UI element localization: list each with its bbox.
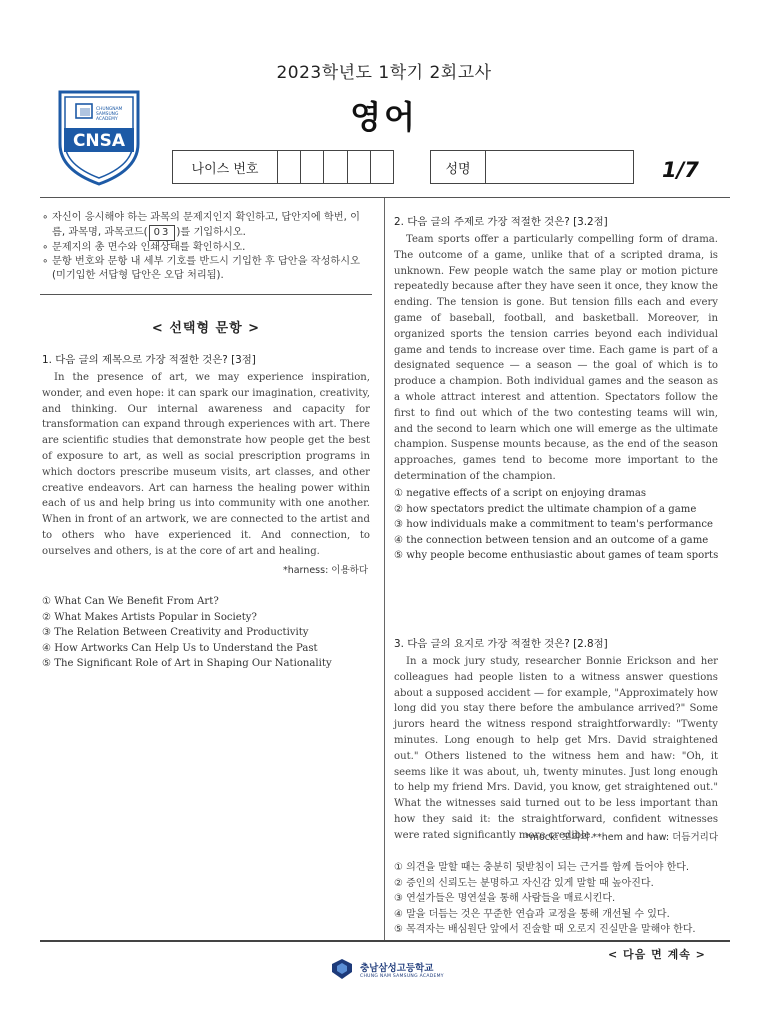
option-2[interactable]: ② What Makes Artists Popular in Society? xyxy=(42,611,257,623)
section-header: < 선택형 문항 > xyxy=(151,321,261,336)
logo-text: CNSA xyxy=(72,131,126,151)
instructions xyxy=(42,211,372,283)
question-3-title: 3. 다음 글의 요지로 가장 적절한 것은? [2.8점] xyxy=(394,638,608,650)
school-logo xyxy=(330,958,444,980)
option-2[interactable]: ② 증인의 신뢰도는 분명하고 자신감 있게 말할 때 높아진다. xyxy=(394,877,654,889)
option-3[interactable]: ③ how individuals make a commitment to team's performance xyxy=(394,519,713,531)
bullet-icon: ∘ xyxy=(42,212,49,223)
question-1-title: 1. 다음 글의 제목으로 가장 적절한 것은? [3점] xyxy=(42,354,256,366)
option-1[interactable]: ① What Can We Benefit From Art? xyxy=(42,596,219,607)
question-2-options xyxy=(394,486,718,564)
question-2-title: 2. 다음 글의 주제로 가장 적절한 것은? [3.2점] xyxy=(394,216,608,228)
option-2[interactable]: ② how spectators predict the ultimate champion of a game xyxy=(394,503,697,515)
instruction-item xyxy=(42,255,372,283)
option-4[interactable]: ④ 말을 더듬는 것은 꾸준한 연습과 교정을 통해 개선될 수 있다. xyxy=(394,908,670,920)
option-5[interactable]: ⑤ why people become enthusiastic about games of team sports xyxy=(394,550,719,562)
school-text xyxy=(360,960,444,979)
bullet-icon: ∘ xyxy=(42,242,49,253)
instruction-text-pre: 자신이 응시해야 하는 과목의 문제지인지 확인하고, 답안지에 학번, 이름, 과목명, 과목코드( xyxy=(52,212,360,238)
school-emblem-icon xyxy=(330,958,354,980)
instruction-text: 문항 번호와 문항 내 세부 기호를 반드시 기입한 후 답안을 작성하시오(미기입한 서답형 답안은 오답 처리됨). xyxy=(52,256,360,281)
column-divider xyxy=(384,198,385,940)
option-4[interactable]: ④ the connection between tension and an outcome of a game xyxy=(394,534,709,546)
cnsa-logo xyxy=(56,86,142,186)
nice-id-label: 나이스 번호 xyxy=(173,151,278,183)
instruction-text-post: )를 기입하시오. xyxy=(176,227,246,238)
passage-text: In the presence of art, we may experience inspiration, wonder, and even hope: it can spark our imagination, creativity, and thinking. Our internal awareness and capacity for transformation can expand through experiences with art. There are scientific studies that demonstrate how people get the best of exposure to art, as well as social prescription programs in which doctors prescribe museum visits, art classes, and other creative endeavors. Art can harness the healing power within each of us and help bring us into community with one another. When in front of an artwork, we are connected to the artist and to others who have experienced it. And connection, to ourselves and others, is at the core of art and healing. xyxy=(42,372,370,557)
divider xyxy=(40,940,730,942)
question-1-options xyxy=(42,594,332,672)
passage-text: In a mock jury study, researcher Bonnie Erickson and her colleagues had people listen to a witness answer questions about a supposed accident — for example, "Approximately how long did you stay there before the ambulance arrived?" Some jurors heard the witness respond straightforwardly: "Twenty minutes. Long enough to help get Mrs. David straightened out." Others listened to the witness hem and haw: "Oh, it seems like it was about, uh, twenty minutes. Just long enough to help my friend Mrs. David, you know, get straightened out." What the witnesses said turned out to be less important than how they said it: the straightforward, confident witnesses were rated significantly more credible. xyxy=(394,656,718,841)
passage-text: Team sports offer a particularly compelling form of drama. The outcome of a game, unlike that of a scripted drama, is unknown. Few people watch the same play or motion picture repeatedly because after they have seen it once, they know the ending. The tension is gone. But tension fills each and every game of baseball, football, and basketball. Moreover, in organized sports the tension carries beyond each individual game and tends to increase over time. Each game is part of a designated sequence — a season — the goal of which is to produce a champion. Both individual games and the season as a whole attract interest and attention. Spectators follow the first to find out which of the two contesting teams will win, and the second to learn which one will emerge as the ultimate champion. Suspense mounts because, as the end of the season approaches, games tend to become more important to the determination of the champion. xyxy=(394,234,718,482)
nice-id-cell[interactable] xyxy=(371,151,393,183)
logo-small-text-1: CHUNGNAM xyxy=(96,107,123,112)
school-subtitle: CHUNG NAM SAMSUNG ACADEMY xyxy=(360,973,444,979)
option-5[interactable]: ⑤ The Significant Role of Art in Shaping Our Nationality xyxy=(42,658,332,670)
subject-code-box: 03 xyxy=(149,225,176,241)
instruction-text: 문제지의 총 면수와 인쇄상태를 확인하시오. xyxy=(52,242,246,253)
name-label: 성명 xyxy=(431,151,486,183)
bullet-icon: ∘ xyxy=(42,256,49,267)
page-number: 1/7 xyxy=(662,158,699,182)
option-3[interactable]: ③ 연설가들은 명연설을 통해 사람들을 매료시킨다. xyxy=(394,893,616,905)
nice-id-box xyxy=(172,150,394,184)
name-field[interactable] xyxy=(486,151,633,183)
question-1-footnote: *harness: 이용하다 xyxy=(282,565,368,576)
logo-small-text-2: SAMSUNG xyxy=(96,112,119,117)
nice-id-cell[interactable] xyxy=(348,151,371,183)
instruction-item xyxy=(42,241,372,255)
question-2-passage xyxy=(394,232,718,485)
exam-title: 2023학년도 1학기 2회고사 xyxy=(276,63,492,83)
instruction-text xyxy=(52,211,372,241)
school-name: 충남삼성고등학교 xyxy=(360,962,434,974)
name-box xyxy=(430,150,634,184)
option-3[interactable]: ③ The Relation Between Creativity and Productivity xyxy=(42,627,309,639)
question-3-passage xyxy=(394,654,718,844)
question-1-passage xyxy=(42,370,370,560)
nice-id-cell[interactable] xyxy=(278,151,301,183)
question-3-footnote: *mock: 모의의 **hem and haw: 더듬거리다 xyxy=(524,832,718,843)
question-3-options xyxy=(394,860,696,938)
nice-id-cell[interactable] xyxy=(324,151,347,183)
divider xyxy=(40,197,730,198)
logo-small-text-3: ACADEMY xyxy=(96,117,118,122)
nice-id-cell[interactable] xyxy=(301,151,324,183)
option-1[interactable]: ① 의견을 말할 때는 충분히 뒷받침이 되는 근거를 함께 들어야 한다. xyxy=(394,862,690,873)
option-1[interactable]: ① negative effects of a script on enjoying dramas xyxy=(394,488,647,499)
option-4[interactable]: ④ How Artworks Can Help Us to Understand the Past xyxy=(42,642,318,654)
continue-label: < 다음 면 계속 > xyxy=(608,948,706,961)
divider xyxy=(40,294,372,295)
subject-title: 영어 xyxy=(350,98,418,136)
instruction-item xyxy=(42,211,372,241)
option-5[interactable]: ⑤ 목격자는 배심원단 앞에서 진술할 때 오로지 진실만을 말해야 한다. xyxy=(394,924,696,936)
